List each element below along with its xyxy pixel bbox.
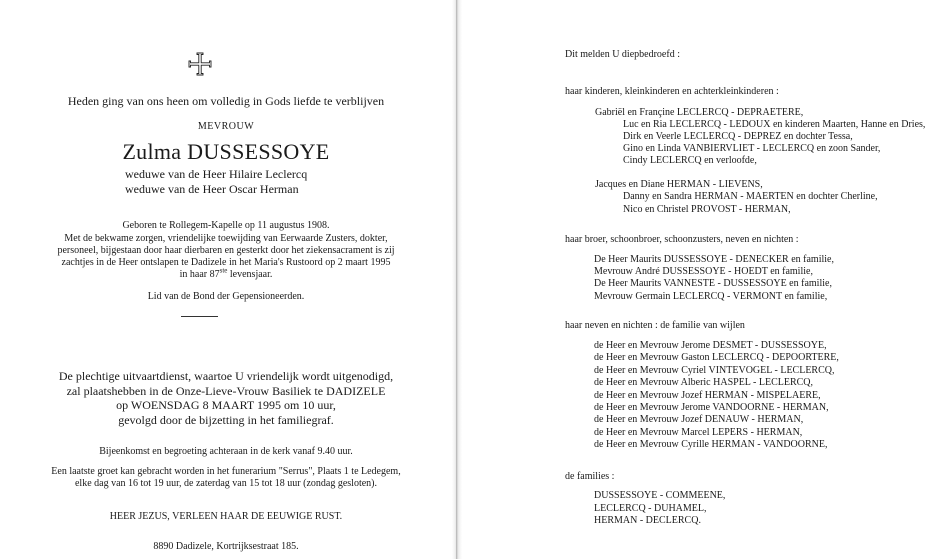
family-line: Mevrouw Germain LECLERCQ - VERMONT en familie, xyxy=(594,291,828,302)
siblings-heading: haar broer, schoonbroer, schoonzusters, neven en nichten : xyxy=(565,234,799,245)
families-heading: de families : xyxy=(565,471,615,482)
cousins-heading: haar neven en nichten : de familie van wijlen xyxy=(565,320,745,331)
family-line: de Heer en Mevrouw Cyrille HERMAN - VANDOORNE, xyxy=(594,439,828,450)
family-line: HERMAN - DECLERCQ. xyxy=(594,515,701,526)
service-line: De plechtige uitvaartdienst, waartoe U vriendelijk wordt uitgenodigd, xyxy=(58,369,394,383)
family-line: Nico en Christel PROVOST - HERMAN, xyxy=(623,204,791,215)
service-line: gevolgd door de bijzetting in het familiegraf. xyxy=(118,413,334,427)
family-line: Mevrouw André DUSSESSOYE - HOEDT en familie, xyxy=(594,266,813,277)
deceased-name: Zulma DUSSESSOYE xyxy=(122,139,330,164)
bio-line: personeel, bijgestaan door haar dierbaren en gesterkt door het ziekensacrament is zij xyxy=(57,245,395,256)
intro-text: Heden ging van ons heen om volledig in Gods liefde te verblijven xyxy=(67,94,385,108)
children-heading: haar kinderen, kleinkinderen en achterkleinkinderen : xyxy=(565,86,779,97)
left-page xyxy=(0,0,452,559)
family-line: LECLERCQ - DUHAMEL, xyxy=(594,503,707,514)
family-line: De Heer Maurits VANNESTE - DUSSESSOYE en familie, xyxy=(594,278,832,289)
bio-line: zachtjes in de Heer ontslapen te Dadizele in het Maria's Rustoord op 2 maart 1995 xyxy=(61,257,391,268)
gathering-text: Bijeenkomst en begroeting achteraan in de kerk vanaf 9.40 uur. xyxy=(99,446,353,457)
honorific: MEVROUW xyxy=(197,121,255,132)
announce-text: Dit melden U diepbedroefd : xyxy=(565,49,680,60)
prayer-text: HEER JEZUS, VERLEEN HAAR DE EEUWIGE RUST. xyxy=(109,511,343,522)
family-line: de Heer en Mevrouw Gaston LECLERCQ - DEPOORTERE, xyxy=(594,352,839,363)
widow-line: weduwe van de Heer Hilaire Leclercq xyxy=(125,167,308,181)
family-line: Jacques en Diane HERMAN - LIEVENS, xyxy=(595,179,763,190)
family-line: de Heer en Mevrouw Cyriel VINTEVOGEL - LECLERCQ, xyxy=(594,365,835,376)
family-line: de Heer en Mevrouw Marcel LEPERS - HERMAN, xyxy=(594,427,803,438)
age-line xyxy=(0,266,452,280)
family-line: de Heer en Mevrouw Jerome VANDOORNE - HERMAN, xyxy=(594,402,829,413)
age-prefix: in haar 87 xyxy=(179,269,220,280)
age-superscript: ste xyxy=(219,266,228,275)
family-line: Danny en Sandra HERMAN - MAERTEN en dochter Cherline, xyxy=(623,191,878,202)
family-line: de Heer en Mevrouw Jerome DESMET - DUSSESSOYE, xyxy=(594,340,827,351)
divider xyxy=(181,316,218,317)
service-line: op WOENSDAG 8 MAART 1995 om 10 uur, xyxy=(116,398,336,412)
family-line: de Heer en Mevrouw Jozef HERMAN - MISPELAERE, xyxy=(594,390,821,401)
page-fold xyxy=(452,0,462,559)
family-line: DUSSESSOYE - COMMEENE, xyxy=(594,490,726,501)
age-suffix: levensjaar. xyxy=(227,269,273,280)
membership-text: Lid van de Bond der Gepensioneerden. xyxy=(147,291,305,302)
family-line: Cindy LECLERCQ en verloofde, xyxy=(623,155,757,166)
right-page xyxy=(462,0,950,559)
cross-icon xyxy=(188,52,212,76)
service-line: zal plaatshebben in de Onze-Lieve-Vrouw Basiliek te DADIZELE xyxy=(66,384,386,398)
family-line: De Heer Maurits DUSSESSOYE - DENECKER en familie, xyxy=(594,254,834,265)
bio-line: Met de bekwame zorgen, vriendelijke toewijding van Eerwaarde Zusters, dokter, xyxy=(64,233,388,244)
family-line: Luc en Ria LECLERCQ - LEDOUX en kinderen Maarten, Hanne en Dries, xyxy=(623,119,926,130)
farewell-line: elke dag van 16 tot 19 uur, de zaterdag van 15 tot 18 uur (zondag gesloten). xyxy=(74,478,377,489)
family-line: Gabriël en Françine LECLERCQ - DEPRAETERE, xyxy=(595,107,804,118)
address-text: 8890 Dadizele, Kortrijksestraat 185. xyxy=(153,541,299,552)
farewell-line: Een laatste groet kan gebracht worden in het funerarium "Serrus", Plaats 1 te Ledegem, xyxy=(51,466,401,477)
bio-line: Geboren te Rollegem-Kapelle op 11 augustus 1908. xyxy=(122,220,330,231)
family-line: Gino en Linda VANBIERVLIET - LECLERCQ en zoon Sander, xyxy=(623,143,881,154)
family-line: de Heer en Mevrouw Jozef DENAUW - HERMAN, xyxy=(594,414,804,425)
widow-line: weduwe van de Heer Oscar Herman xyxy=(125,182,299,196)
family-line: de Heer en Mevrouw Alberic HASPEL - LECLERCQ, xyxy=(594,377,814,388)
family-line: Dirk en Veerle LECLERCQ - DEPREZ en dochter Tessa, xyxy=(623,131,853,142)
